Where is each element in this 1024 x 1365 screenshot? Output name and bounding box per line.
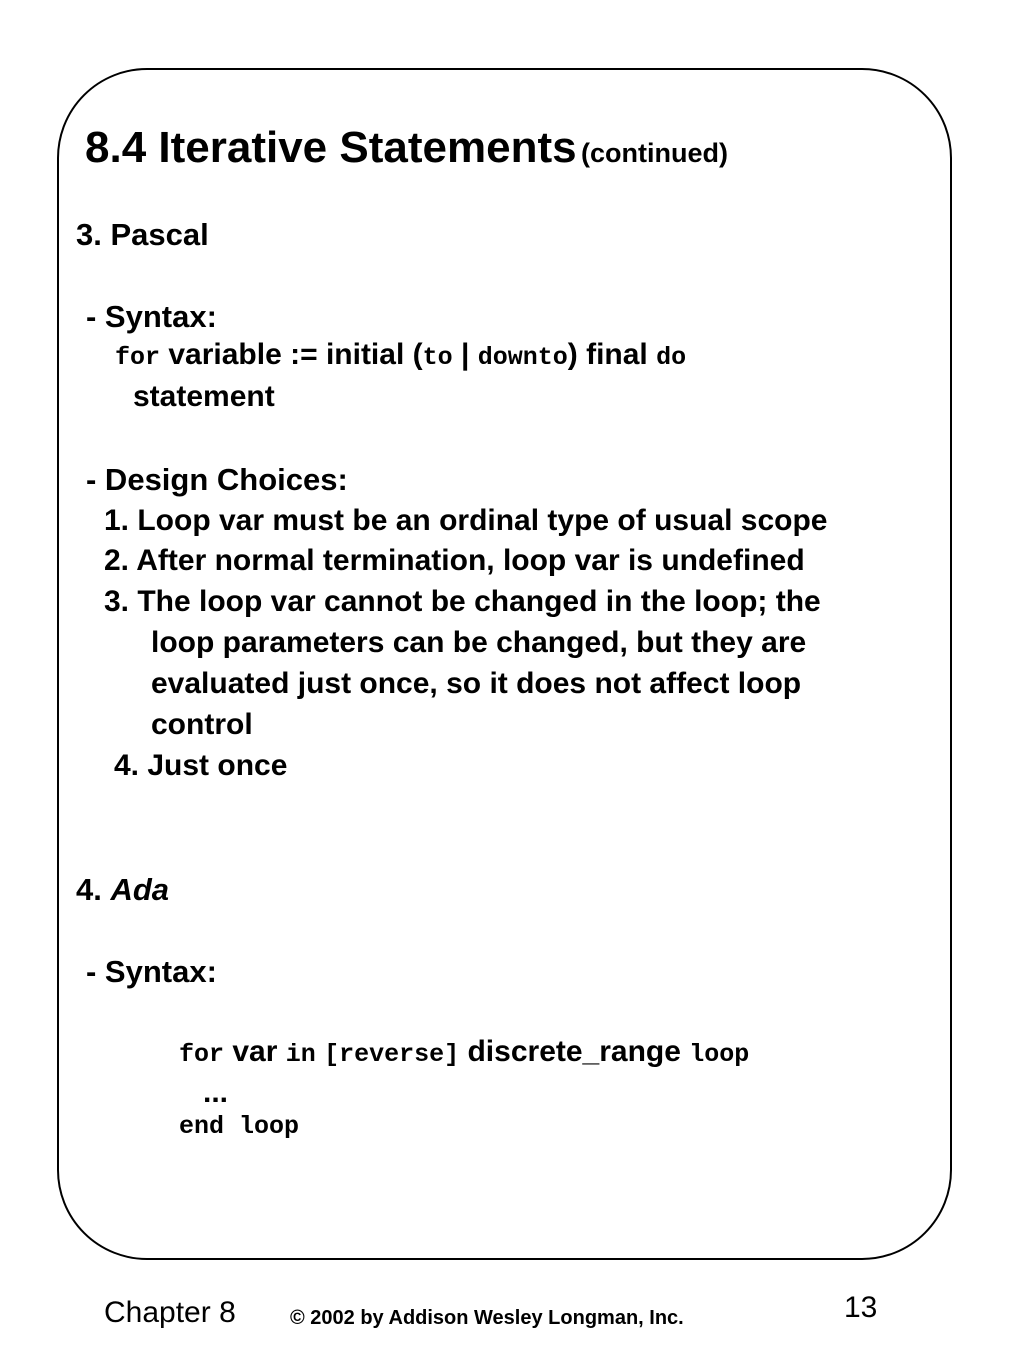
syntax-text-1: variable := initial ( — [168, 338, 423, 371]
ada-heading-name: Ada — [110, 872, 170, 907]
syntax-text-2: ) final — [567, 338, 648, 371]
design-choice-3-cont-2: evaluated just once, so it does not affect loop — [151, 667, 802, 700]
ada-code-end-loop: end loop — [179, 1112, 300, 1141]
design-choice-2: 2. After normal termination, loop var is undefined — [104, 544, 805, 577]
title-suffix: (continued) — [581, 138, 728, 168]
design-choice-1: 1. Loop var must be an ordinal type of usual scope — [104, 504, 828, 537]
footer-chapter: Chapter 8 — [104, 1296, 236, 1329]
pascal-syntax-line2: statement — [133, 380, 275, 413]
kw-do: do — [656, 343, 687, 372]
ada-var: var — [232, 1035, 278, 1068]
kw-for: for — [115, 343, 161, 372]
ada-kw-reverse: [reverse] — [324, 1040, 460, 1069]
ada-syntax-label: - Syntax: — [86, 954, 217, 989]
ada-heading-num: 4. — [76, 872, 102, 907]
design-choice-4: 4. Just once — [114, 749, 288, 782]
design-choice-3-cont-3: control — [151, 708, 253, 741]
ada-code-dots: ... — [203, 1076, 229, 1109]
slide-title — [85, 123, 728, 172]
title-main: 8.4 Iterative Statements — [85, 123, 577, 172]
pascal-design-label: - Design Choices: — [86, 462, 348, 497]
ada-kw-in: in — [285, 1040, 316, 1069]
pascal-syntax-line — [115, 340, 686, 370]
design-choice-3: 3. The loop var cannot be changed in the loop; the — [104, 585, 821, 618]
kw-to: to — [422, 343, 453, 372]
footer-page-number: 13 — [844, 1291, 878, 1324]
ada-discrete-range: discrete_range — [467, 1035, 681, 1068]
ada-heading — [76, 874, 169, 905]
ada-kw-for: for — [179, 1040, 225, 1069]
ada-code-line-1 — [179, 1037, 749, 1067]
syntax-pipe: | — [460, 338, 470, 371]
design-choice-3-cont-1: loop parameters can be changed, but they are — [151, 626, 807, 659]
ada-kw-loop: loop — [689, 1040, 750, 1069]
kw-downto: downto — [477, 343, 568, 372]
footer-copyright: © 2002 by Addison Wesley Longman, Inc. — [290, 1307, 684, 1329]
pascal-syntax-label: - Syntax: — [86, 299, 217, 334]
pascal-heading: 3. Pascal — [76, 217, 209, 252]
